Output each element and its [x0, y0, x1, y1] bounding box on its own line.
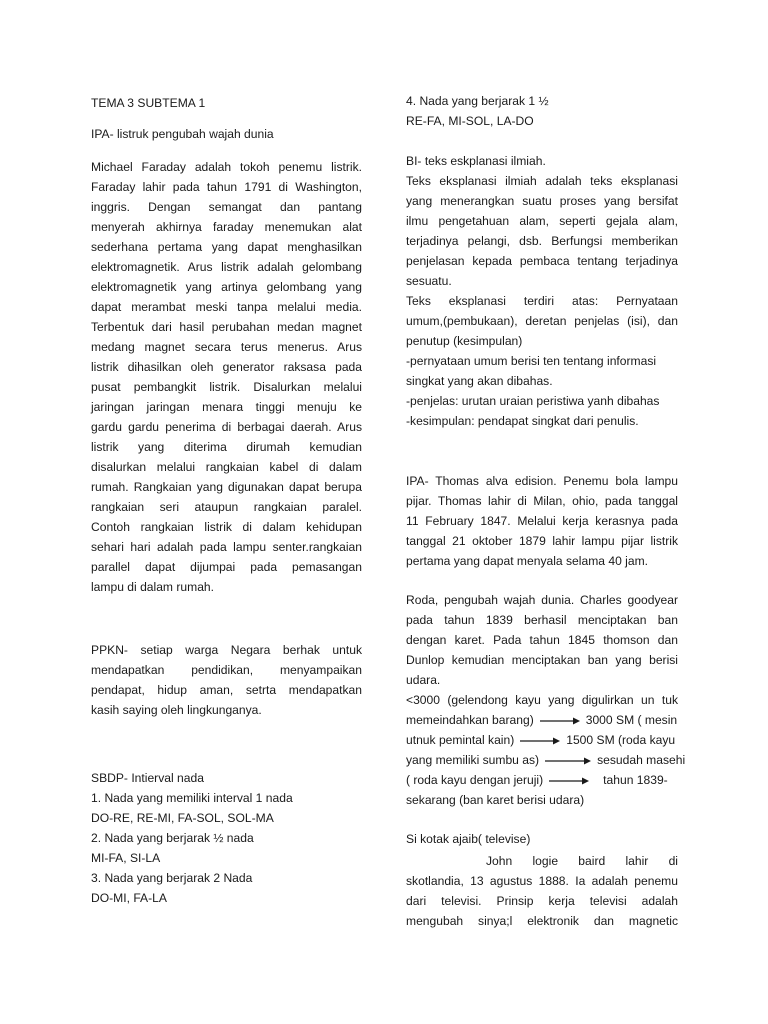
text-line: elektromagnetik. Arus listrik adalah gelombang [91, 260, 362, 274]
sbdp-section [91, 768, 362, 908]
text-line: dari televisi. Prinsip kerja televisi adalah [406, 894, 678, 908]
text-line: pijar. Thomas lahir di Milan, ohio, pada tanggal [406, 494, 678, 508]
text-line: medang magnet secara terus menerus. Arus [91, 340, 362, 354]
faraday-paragraph [91, 157, 362, 597]
text-line: mendapatkan pendidikan, menyampaikan [91, 663, 362, 677]
text-line: Dunlop kemudian menciptakan ban yang berisi [406, 653, 678, 667]
bi-heading: BI- teks eskplanasi ilmiah. [406, 154, 546, 168]
text-line: listrik yang diterima dirumah kemudian [91, 440, 362, 454]
text-line: PPKN- setiap warga Negara berhak untuk [91, 643, 362, 657]
text-line: dapat merambat meski tanpa melalui media. [91, 300, 362, 314]
text-line: sederhana pertama yang dapat menghasilkan [91, 240, 362, 254]
text-line: rangkaian seri ataupun rangkaian paralel. [91, 500, 362, 514]
text-line: elektromagnetik yang artinya gelombang yang [91, 280, 362, 294]
text-line: ilmu pengetahuan alam, seperti gejala alam, [406, 214, 678, 228]
text-line: -pernyataan umum berisi ten tentang informasi [406, 354, 657, 368]
arrow-right-icon [545, 756, 591, 766]
timeline-line [406, 770, 678, 790]
roda-paragraph [406, 590, 686, 810]
timeline-text: 1500 SM (roda kayu [566, 733, 676, 747]
text-line: umum,(pembukaan), deretan penjelas (isi), dan [406, 314, 678, 328]
text-line: pusat pembangkit listrik. Disalurkan melalui [91, 380, 362, 394]
text-line: 11 February 1847. Melalui kerja kerasnya pada [406, 514, 678, 528]
text-line: yang menerangkan suatu proses yang bersifat [406, 194, 678, 208]
nada-section [406, 91, 678, 131]
timeline-line [406, 710, 678, 730]
text-line: lampu di dalam rumah. [91, 580, 215, 594]
text-line: Terbentuk dari hasil perubahan medan magnet [91, 320, 362, 334]
text-line: penutup (kesimpulan) [406, 334, 523, 348]
text-line: DO-MI, FA-LA [91, 891, 167, 905]
timeline-text: memeindahkan barang) [406, 713, 534, 727]
text-line: -kesimpulan: pendapat singkat dari penulis. [406, 414, 639, 428]
ppkn-paragraph [91, 640, 362, 720]
text-line: 2. Nada yang berjarak ½ nada [91, 831, 254, 845]
text-line: inggris. Dengan semangat dan pantang [91, 200, 362, 214]
text-line: dengan karet. Pada tahun 1845 thomson dan [406, 633, 678, 647]
text-line: singkat yang akan dibahas. [406, 374, 553, 388]
tv-section [406, 829, 678, 849]
text-line: parallel dapat dijumpai pada pemasangan [91, 560, 362, 574]
text-line: IPA- Thomas alva edision. Penemu bola lampu [406, 474, 678, 488]
text-line: gardu gardu penerima di berbagai daerah. Arus [91, 420, 362, 434]
timeline-text: utnuk pemintal kain) [406, 733, 515, 747]
text-line: menyerah akhirnya faraday menemukan alat [91, 220, 362, 234]
text-line: pada tahun 1839 berhasil menciptakan ban [406, 613, 678, 627]
text-line: listrik dihasilkan oleh generator raksasa pada [91, 360, 362, 374]
tv-paragraph [406, 851, 678, 931]
text-line: 3. Nada yang berjarak 2 Nada [91, 871, 253, 885]
text-line: 1. Nada yang memiliki interval 1 nada [91, 791, 293, 805]
timeline-text: sesudah masehi [597, 753, 686, 767]
text-line: Michael Faraday adalah tokoh penemu listrik. [91, 160, 362, 174]
text-line: kasih saying oleh lingkunganya. [91, 703, 262, 717]
timeline-text: ( roda kayu dengan jeruji) [406, 773, 544, 787]
text-line: sekarang (ban karet berisi udara) [406, 793, 585, 807]
text-line: pendapat, hidup aman, setrta mendapatkan [91, 683, 362, 697]
text-line: Faraday lahir pada tahun 1791 di Washington, [91, 180, 362, 194]
text-line: skotlandia, 13 agustus 1888. Ia adalah penemu [406, 874, 678, 888]
timeline-text: 3000 SM ( mesin [585, 713, 678, 727]
text-line: rumah. Rangkaian yang digunakan dapat berupa [91, 480, 362, 494]
text-line: John logie baird lahir di [486, 854, 678, 868]
arrow-right-icon [549, 776, 589, 786]
text-line: terjadinya pelangi, dsb. Berfungsi memberikan [406, 234, 678, 248]
edison-paragraph [406, 471, 678, 571]
timeline-line [406, 750, 686, 770]
text-line: penjelasan kepada pembaca tentang terjadinya [406, 254, 678, 268]
text-line: MI-FA, SI-LA [91, 851, 161, 865]
text-line: mengubah sinya;l elektronik dan magnetic [406, 914, 678, 928]
page-title: TEMA 3 SUBTEMA 1 [91, 96, 206, 110]
text-line: Teks eksplanasi terdiri atas: Pernyataan [406, 294, 678, 308]
text-line: RE-FA, MI-SOL, LA-DO [406, 114, 534, 128]
timeline-line [406, 730, 678, 750]
text-line: <3000 (gelendong kayu yang digulirkan un tuk [406, 693, 678, 707]
text-line: udara. [406, 673, 441, 687]
tv-heading: Si kotak ajaib( televise) [406, 832, 531, 846]
text-line: -penjelas: urutan uraian peristiwa yanh dibahas [406, 394, 660, 408]
sbdp-heading: SBDP- Intierval nada [91, 771, 204, 785]
arrow-right-icon [520, 736, 560, 746]
text-line: sesuatu. [406, 274, 452, 288]
timeline-text: tahun 1839- [603, 773, 668, 787]
text-line: jaringan jaringan menara tinggi menuju ke [91, 400, 362, 414]
text-line: Teks eksplanasi ilmiah adalah teks eksplanasi [406, 174, 678, 188]
text-line: sehari hari adalah pada lampu senter.rangkaian [91, 540, 362, 554]
text-line: DO-RE, RE-MI, FA-SOL, SOL-MA [91, 811, 274, 825]
text-line: disalurkan melalui rangkaian kabel di dalam [91, 460, 362, 474]
arrow-right-icon [540, 716, 580, 726]
bi-section [406, 151, 678, 431]
ipa-heading: IPA- listruk pengubah wajah dunia [91, 127, 274, 141]
text-line: Contoh rangkaian listrik di dalam kehidupan [91, 520, 362, 534]
text-line: tanggal 21 oktober 1879 lahir lampu pijar listrik [406, 534, 678, 548]
text-line: pertama yang dapat menyala selama 40 jam. [406, 554, 649, 568]
text-line: Roda, pengubah wajah dunia. Charles goodyear [406, 593, 678, 607]
text-line: 4. Nada yang berjarak 1 ½ [406, 94, 549, 108]
timeline-text: yang memiliki sumbu as) [406, 753, 540, 767]
